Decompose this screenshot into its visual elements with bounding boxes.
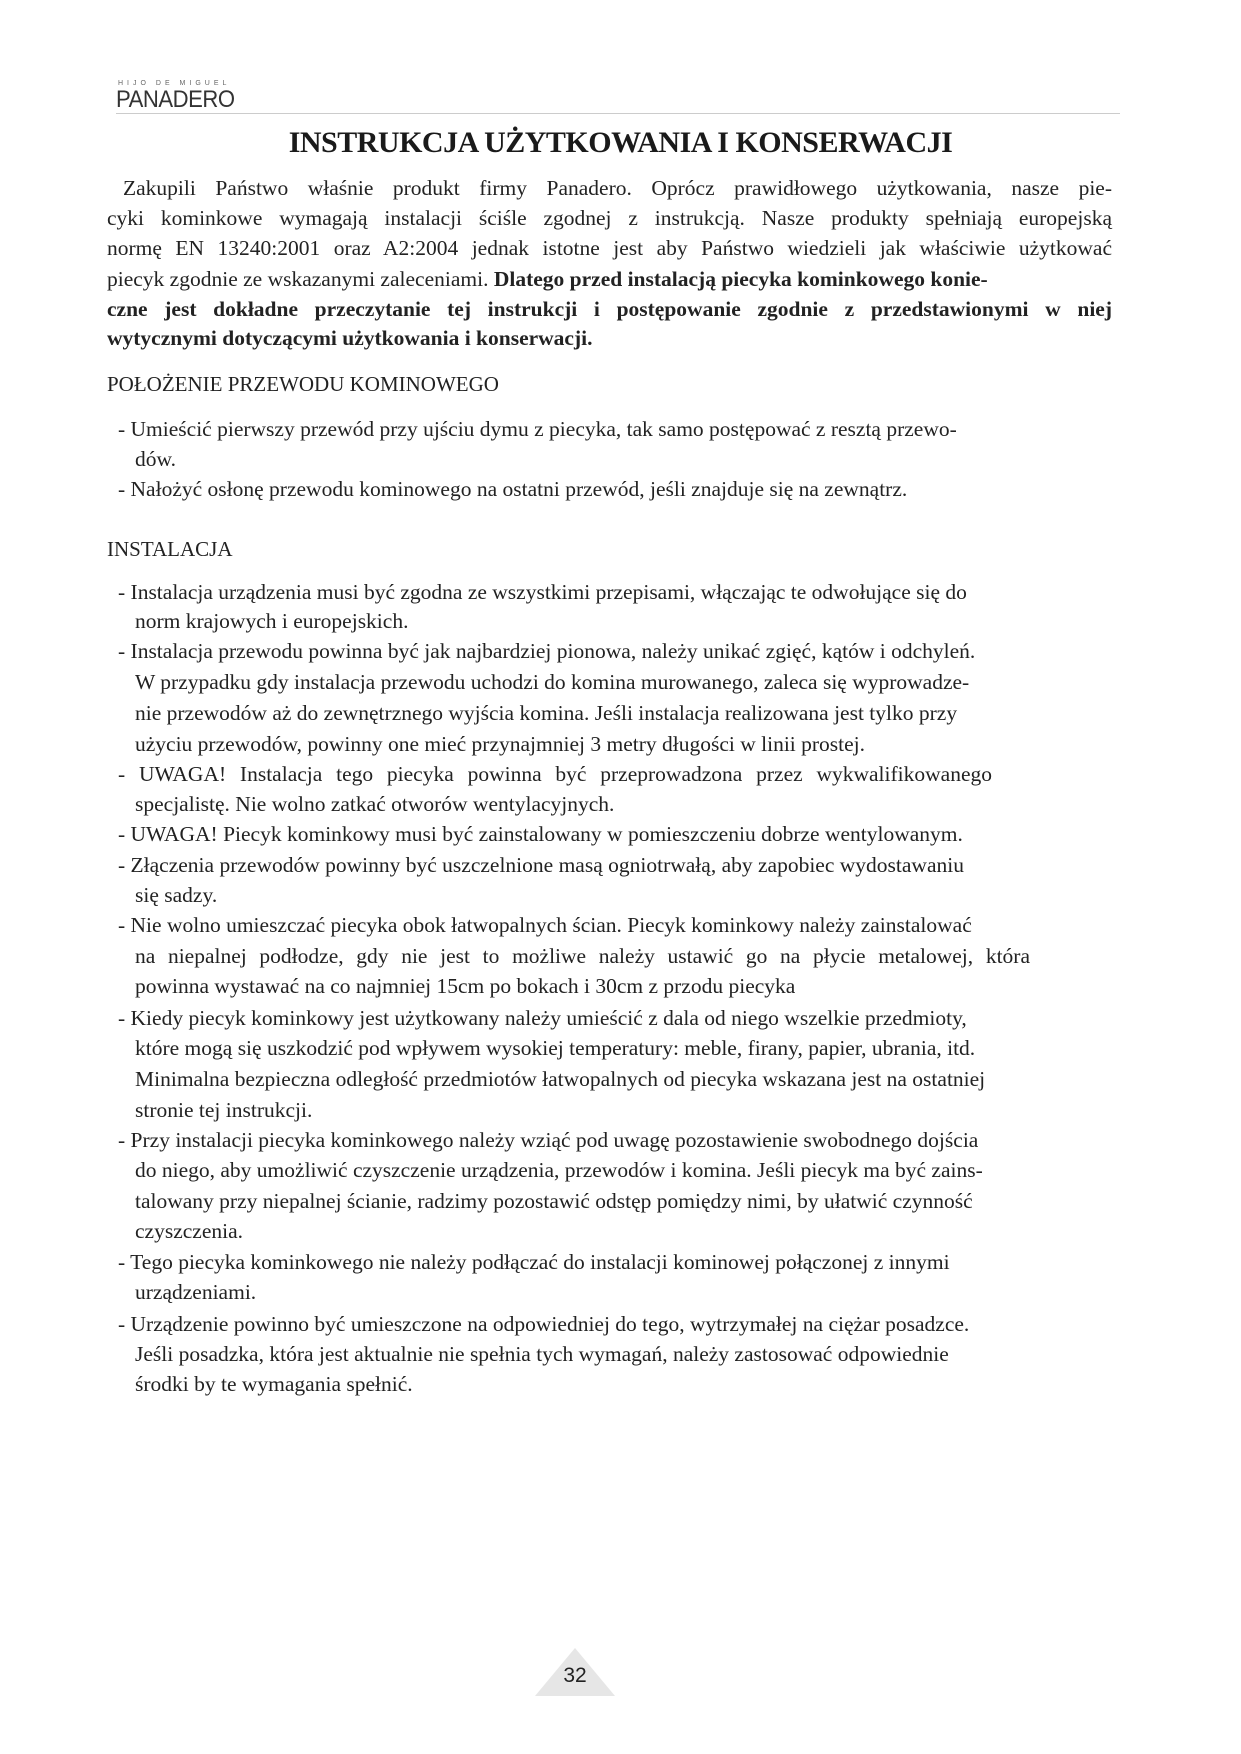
list-item-continuation: środki by te wymagania spełnić. xyxy=(135,1372,413,1396)
list-item: - Tego piecyka kominkowego nie należy podłączać do instalacji kominowej połączonej z innymi xyxy=(118,1250,950,1274)
list-item-continuation: które mogą się uszkodzić pod wpływem wysokiej temperatury: meble, firany, papier, ubrania, itd. xyxy=(135,1036,976,1060)
list-item-continuation: nie przewodów aż do zewnętrznego wyjścia komina. Jeśli instalacja realizowana jest tylko przy xyxy=(135,701,958,725)
brand-logo: PANADERO xyxy=(116,86,235,113)
list-item-continuation: użyciu przewodów, powinny one mieć przynajmniej 3 metry długości w linii prostej. xyxy=(135,732,866,756)
list-item: - Przy instalacji piecyka kominkowego należy wziąć pod uwagę pozostawienie swobodnego dojścia xyxy=(118,1128,979,1152)
intro-bold-line: wytycznymi dotyczącymi użytkowania i konserwacji. xyxy=(107,326,593,350)
list-item-continuation: dów. xyxy=(135,447,177,471)
intro-text: piecyk zgodnie ze wskazanymi zaleceniami. xyxy=(107,267,489,291)
logo-tagline: HIJO DE MIGUEL xyxy=(118,80,231,87)
list-item-continuation: W przypadku gdy instalacja przewodu uchodzi do komina murowanego, zaleca się wyprowadze- xyxy=(135,670,970,694)
intro-line: normę EN 13240:2001 oraz A2:2004 jednak istotne jest aby Państwo wiedzieli jak właściwie użytkować xyxy=(107,236,1112,260)
list-item-continuation: do niego, aby umożliwić czyszczenie urządzenia, przewodów i komina. Jeśli piecyk ma być zains- xyxy=(135,1158,983,1182)
list-item: - Umieścić pierwszy przewód przy ujściu dymu z piecyka, tak samo postępować z resztą przewo- xyxy=(118,417,957,441)
list-item: - Nałożyć osłonę przewodu kominowego na ostatni przewód, jeśli znajduje się na zewnątrz. xyxy=(118,477,908,501)
intro-line xyxy=(107,266,988,292)
section-heading-installation: INSTALACJA xyxy=(107,537,233,561)
list-item-continuation: na niepalnej podłodze, gdy nie jest to możliwe należy ustawić go na płycie metalowej, która xyxy=(135,944,1030,968)
list-item-continuation: czyszczenia. xyxy=(135,1219,244,1243)
list-item-continuation: specjalistę. Nie wolno zatkać otworów wentylacyjnych. xyxy=(135,792,615,816)
list-item-continuation: talowany przy niepalnej ścianie, radzimy pozostawić odstęp pomiędzy nimi, by ułatwić czynność xyxy=(135,1189,973,1213)
list-item-continuation: powinna wystawać na co najmniej 15cm po bokach i 30cm z przodu piecyka xyxy=(135,974,796,998)
intro-bold-text: Dlatego przed instalacją piecyka kominkowego konie- xyxy=(493,267,988,291)
section-heading-flue: POŁOŻENIE PRZEWODU KOMINOWEGO xyxy=(107,372,499,396)
list-item-continuation: Jeśli posadzka, która jest aktualnie nie spełnia tych wymagań, należy zastosować odpowiednie xyxy=(135,1342,949,1366)
page-title: INSTRUKCJA UŻYTKOWANIA I KONSERWACJI xyxy=(288,126,953,159)
list-item-continuation: Minimalna bezpieczna odległość przedmiotów łatwopalnych od piecyka wskazana jest na ostatniej xyxy=(135,1067,986,1091)
intro-line: cyki kominkowe wymagają instalacji ściśle zgodnej z instrukcją. Nasze produkty spełniają europejską xyxy=(107,206,1112,230)
list-item-continuation: stronie tej instrukcji. xyxy=(135,1098,313,1122)
list-item: - UWAGA! Instalacja tego piecyka powinna być przeprowadzona przez wykwalifikowanego xyxy=(118,762,992,786)
list-item: - Urządzenie powinno być umieszczone na odpowiedniej do tego, wytrzymałej na ciężar posadzce. xyxy=(118,1312,970,1336)
list-item: - Nie wolno umieszczać piecyka obok łatwopalnych ścian. Piecyk kominkowy należy zainstalować xyxy=(118,913,972,937)
list-item-continuation: się sadzy. xyxy=(135,883,218,907)
page-number: 32 xyxy=(563,1664,587,1687)
list-item: - UWAGA! Piecyk kominkowy musi być zainstalowany w pomieszczeniu dobrze wentylowanym. xyxy=(118,822,963,846)
intro-line: Zakupili Państwo właśnie produkt firmy Panadero. Oprócz prawidłowego użytkowania, nasze pie- xyxy=(123,176,1112,200)
list-item: - Instalacja urządzenia musi być zgodna ze wszystkimi przepisami, włączając te odwołujące się do xyxy=(118,580,967,604)
list-item: - Kiedy piecyk kominkowy jest użytkowany należy umieścić z dala od niego wszelkie przedmioty, xyxy=(118,1006,967,1030)
list-item: - Złączenia przewodów powinny być uszczelnione masą ogniotrwałą, aby zapobiec wydostawaniu xyxy=(118,853,964,877)
list-item: - Instalacja przewodu powinna być jak najbardziej pionowa, należy unikać zgięć, kątów i odchyleń. xyxy=(118,639,976,663)
intro-bold-line: czne jest dokładne przeczytanie tej instrukcji i postępowanie zgodnie z przedstawionymi w niej xyxy=(107,297,1112,321)
list-item-continuation: urządzeniami. xyxy=(135,1280,257,1304)
list-item-continuation: norm krajowych i europejskich. xyxy=(135,609,409,633)
header-divider xyxy=(116,113,1120,114)
